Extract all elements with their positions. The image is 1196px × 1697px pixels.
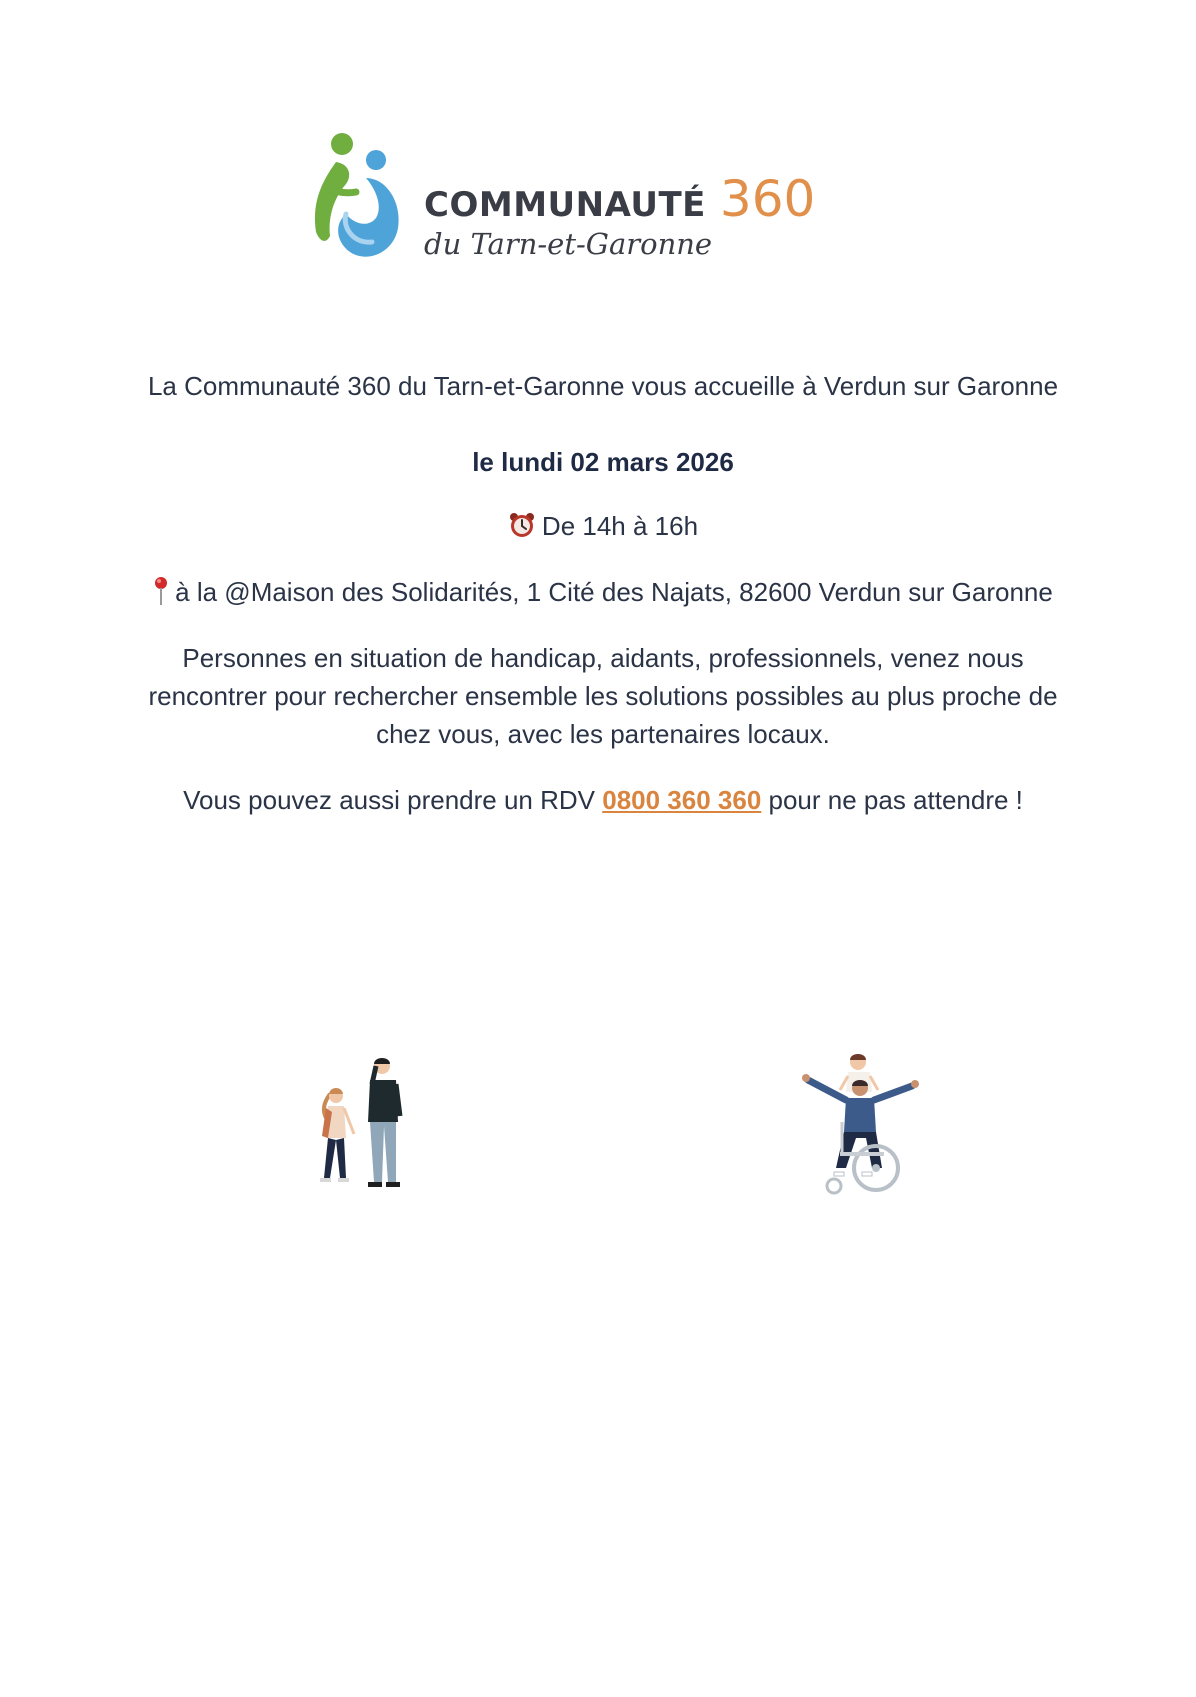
logo-mark-icon bbox=[306, 132, 408, 262]
event-place: à la @Maison des Solidarités, 1 Cité des Najats, 82600 Verdun sur Garonne bbox=[175, 577, 1053, 607]
appointment-text-after: pour ne pas attendre ! bbox=[761, 785, 1023, 815]
announcement bbox=[120, 367, 1086, 819]
event-time-line bbox=[120, 507, 1086, 545]
event-place-line bbox=[120, 573, 1086, 611]
alarm-clock-icon bbox=[508, 511, 536, 539]
event-date: le lundi 02 mars 2026 bbox=[472, 447, 734, 477]
logo-number: 360 bbox=[719, 170, 816, 228]
wheelchair-user-illustration bbox=[800, 1052, 922, 1198]
logo-word: COMMUNAUTÉ bbox=[424, 185, 706, 225]
appointment-text-before: Vous pouvez aussi prendre un RDV bbox=[183, 785, 603, 815]
appointment-line bbox=[120, 781, 1086, 819]
family-illustration bbox=[316, 1056, 416, 1192]
organization-logo bbox=[306, 132, 826, 267]
logo-subtitle: du Tarn-et-Garonne bbox=[424, 227, 713, 261]
phone-number-link[interactable]: 0800 360 360 bbox=[602, 785, 762, 815]
event-time: De 14h à 16h bbox=[541, 511, 699, 541]
map-pin-icon bbox=[153, 576, 169, 606]
audience-text: Personnes en situation de handicap, aidants, professionnels, venez nous rencontrer pour rechercher ensemble les solutions possibles au plus proche de chez vous, avec les partenaires locaux. bbox=[148, 643, 1058, 749]
intro-text: La Communauté 360 du Tarn-et-Garonne vous accueille à Verdun sur Garonne bbox=[147, 371, 1059, 401]
